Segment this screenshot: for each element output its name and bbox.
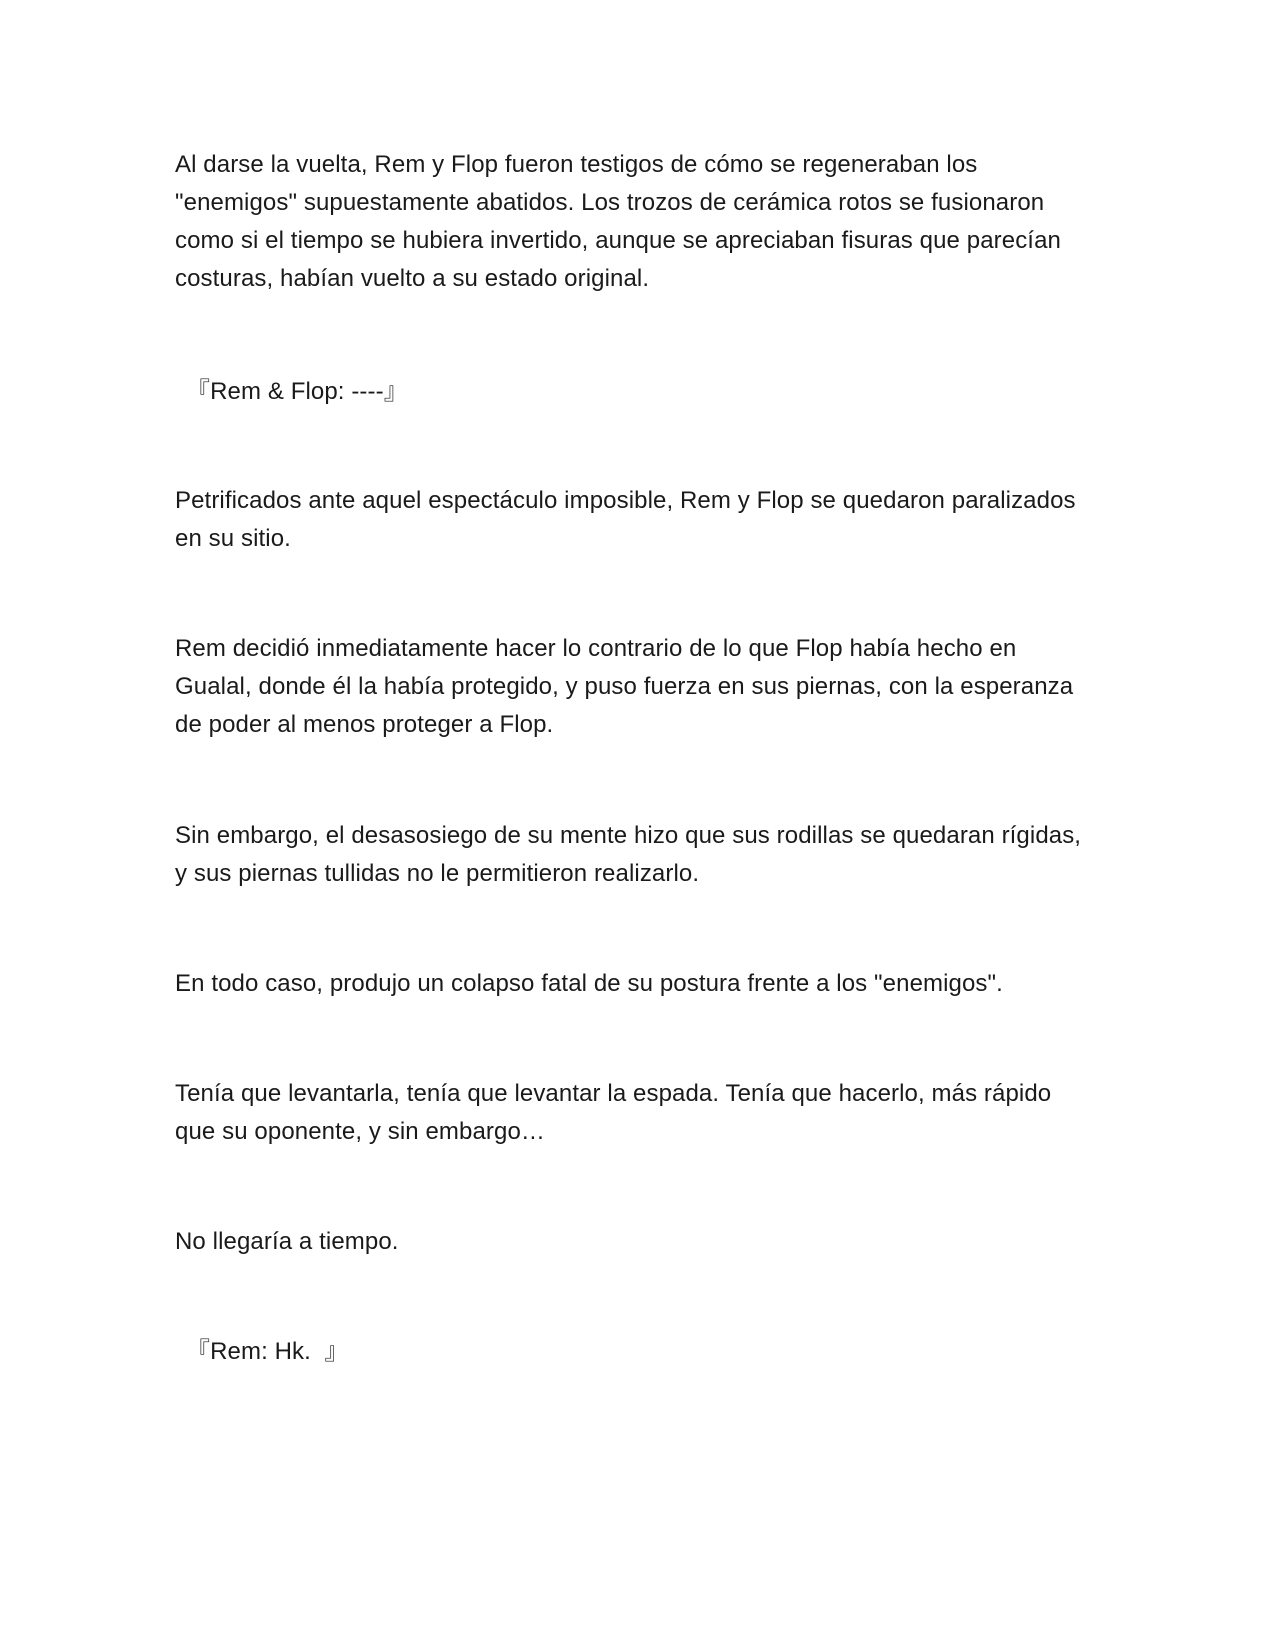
paragraph-too-late: No llegaría a tiempo.: [175, 1228, 399, 1255]
paragraph-petrified: Petrificados ante aquel espectáculo imposible, Rem y Flop se quedaron paralizados en su sitio.: [175, 487, 1076, 552]
dialogue-rem: 『Rem: Hk. 』: [186, 1338, 349, 1365]
paragraph-raise-sword: Tenía que levantarla, tenía que levantar la espada. Tenía que hacerlo, más rápido que su oponente, y sin embargo…: [175, 1080, 1052, 1145]
paragraph-collapse: En todo caso, produjo un colapso fatal de su postura frente a los "enemigos".: [175, 970, 1003, 997]
paragraph-rem-decision: Rem decidió inmediatamente hacer lo contrario de lo que Flop había hecho en Gualal, donde él la había protegido, y puso fuerza en sus piernas, con la esperanza de poder al menos proteger a Flop.: [175, 635, 1074, 738]
paragraph-regeneration: Al darse la vuelta, Rem y Flop fueron testigos de cómo se regeneraban los "enemigos" supuestamente abatidos. Los trozos de cerámica rotos se fusionaron como si el tiempo se hubiera invertido, aunque se apreciaban fisuras que parecían costuras, habían vuelto a su estado original.: [175, 151, 1061, 292]
dialogue-rem-flop: 『Rem & Flop: ----』: [186, 378, 408, 405]
paragraph-rigid-knees: Sin embargo, el desasosiego de su mente hizo que sus rodillas se quedaran rígidas, y sus piernas tullidas no le permitieron realizarlo.: [175, 822, 1082, 887]
